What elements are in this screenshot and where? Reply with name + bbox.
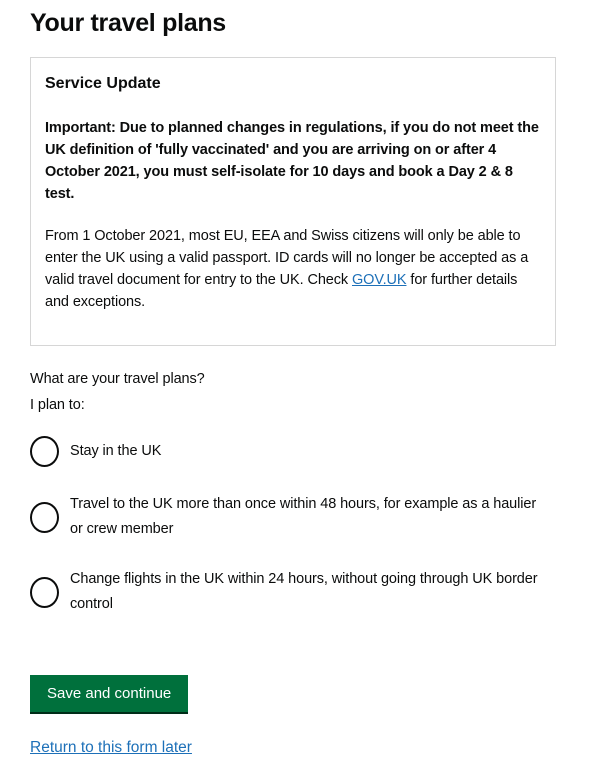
important-notice-text: Important: Due to planned changes in regulations, if you do not meet the UK definition of 'fully vaccinated' and you are arriving on or after 4 October 2021, you must self-isolate for 10 days and book a Day 2 & 8 test.: [45, 120, 539, 202]
return-link-row: [30, 738, 555, 758]
info-notice-text: [45, 225, 541, 313]
radio-option-change-flights[interactable]: [30, 567, 555, 617]
question-block: [30, 366, 555, 418]
govuk-link[interactable]: GOV.UK: [352, 272, 407, 288]
question-label: What are your travel plans?: [30, 371, 205, 387]
radio-circle-icon[interactable]: [30, 436, 59, 467]
return-to-form-link[interactable]: Return to this form later: [30, 739, 192, 756]
travel-plans-page: [0, 9, 600, 778]
question-intro: I plan to:: [30, 397, 85, 413]
service-update-heading: Service Update: [45, 75, 161, 92]
info-text-after-link: for further details and exceptions.: [45, 272, 518, 310]
info-text-before-link: From 1 October 2021, most EU, EEA and Swiss citizens will only be able to enter the UK using a valid passport. ID cards will no longer be accepted as a valid travel document for entry to the UK. Check: [45, 228, 529, 288]
radio-option-stay-in-uk[interactable]: [30, 436, 555, 467]
radio-option-travel-more-than-once[interactable]: [30, 492, 555, 542]
travel-plan-radio-group: [30, 436, 555, 617]
service-update-panel: [30, 57, 556, 346]
radio-circle-icon[interactable]: [30, 502, 59, 533]
radio-option-label: Stay in the UK: [70, 443, 162, 459]
radio-option-label: Travel to the UK more than once within 48 hours, for example as a haulier or crew member: [70, 496, 537, 537]
radio-option-label: Change flights in the UK within 24 hours, without going through UK border control: [70, 571, 538, 612]
page-title: Your travel plans: [30, 9, 226, 37]
radio-circle-icon[interactable]: [30, 577, 59, 608]
save-and-continue-button[interactable]: Save and continue: [30, 675, 188, 712]
